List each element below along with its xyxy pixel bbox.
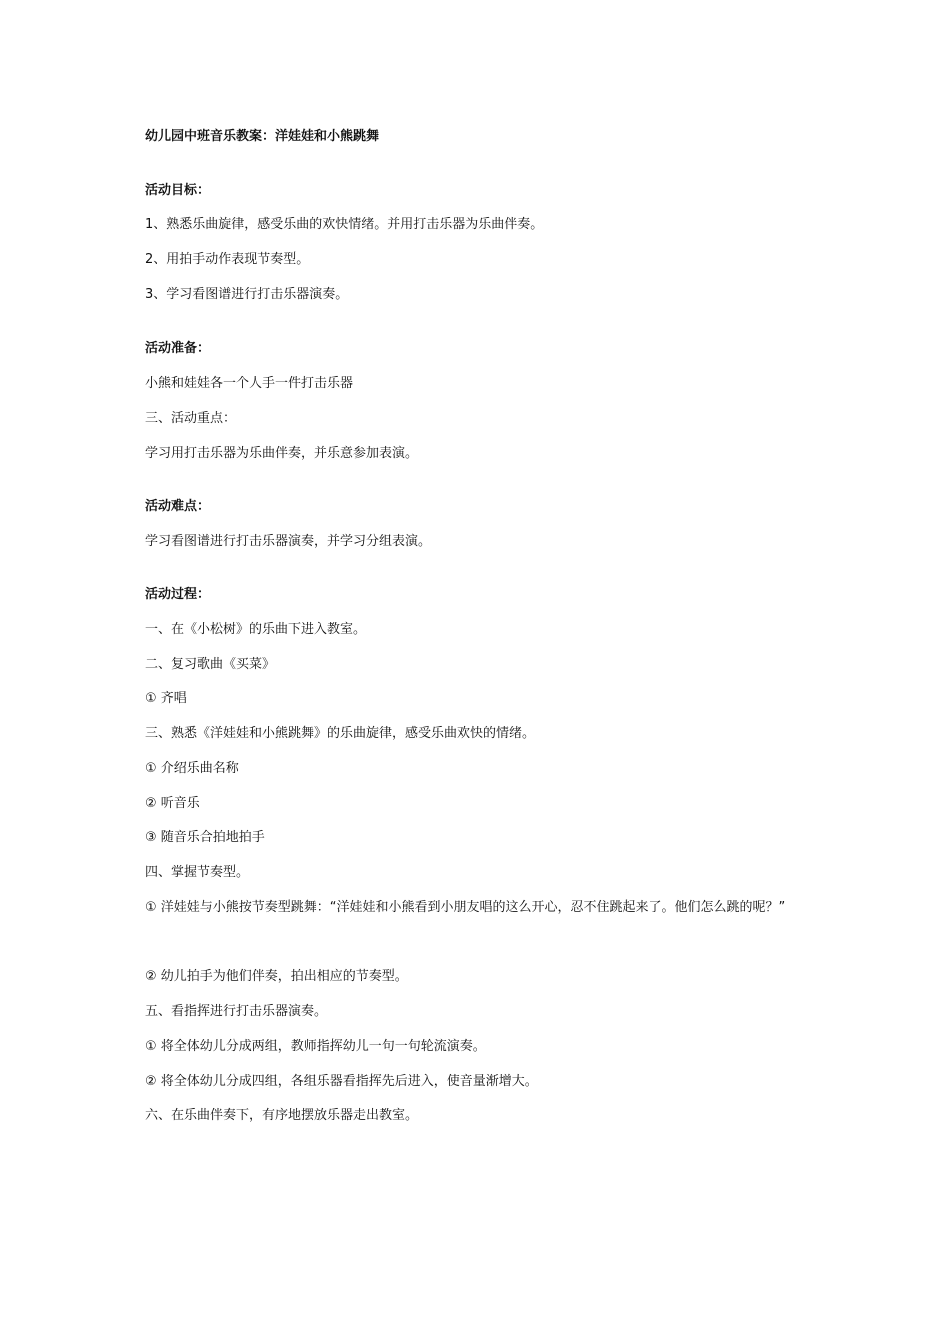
process-heading: 活动过程： [145, 587, 211, 602]
process-item: ② 听音乐 [145, 796, 200, 811]
difficulty-text: 学习看图谱进行打击乐器演奏，并学习分组表演。 [145, 534, 432, 549]
difficulty-heading: 活动难点： [145, 499, 211, 514]
process-item: ② 将全体幼儿分成四组，各组乐器看指挥先后进入，使音量渐增大。 [145, 1074, 538, 1089]
process-item: ① 齐唱 [145, 691, 187, 706]
process-item: 六、在乐曲伴奏下，有序地摆放乐器走出教室。 [145, 1108, 419, 1123]
process-item: ① 介绍乐曲名称 [145, 761, 239, 776]
key-point-label: 三、活动重点： [145, 411, 237, 426]
process-item: 四、掌握节奏型。 [145, 865, 250, 880]
process-item: 一、在《小松树》的乐曲下进入教室。 [145, 622, 367, 637]
preparation-heading: 活动准备： [145, 341, 211, 356]
key-point-text: 学习用打击乐器为乐曲伴奏，并乐意参加表演。 [145, 446, 419, 461]
preparation-text: 小熊和娃娃各一个人手一件打击乐器 [145, 376, 354, 391]
process-item: 二、复习歌曲《买菜》 [145, 657, 276, 672]
process-item: ① 将全体幼儿分成两组，教师指挥幼儿一句一句轮流演奏。 [145, 1039, 486, 1054]
goals-heading: 活动目标： [145, 183, 211, 198]
goal-item-3: 3、学习看图谱进行打击乐器演奏。 [145, 287, 349, 302]
process-item: 五、看指挥进行打击乐器演奏。 [145, 1004, 328, 1019]
process-item: ① 洋娃娃与小熊按节奏型跳舞：“洋娃娃和小熊看到小朋友唱的这么开心，忍不住跳起来了。他们怎么跳的呢？” [145, 900, 786, 915]
goal-item-2: 2、用拍手动作表现节奏型。 [145, 252, 310, 267]
process-item: ③ 随音乐合拍地拍手 [145, 830, 265, 845]
process-item: ② 幼儿拍手为他们伴奏，拍出相应的节奏型。 [145, 969, 408, 984]
process-item: 三、熟悉《洋娃娃和小熊跳舞》的乐曲旋律，感受乐曲欢快的情绪。 [145, 726, 536, 741]
goal-item-1: 1、熟悉乐曲旋律，感受乐曲的欢快情绪。并用打击乐器为乐曲伴奏。 [145, 217, 544, 232]
document-title: 幼儿园中班音乐教案：洋娃娃和小熊跳舞 [145, 129, 380, 144]
